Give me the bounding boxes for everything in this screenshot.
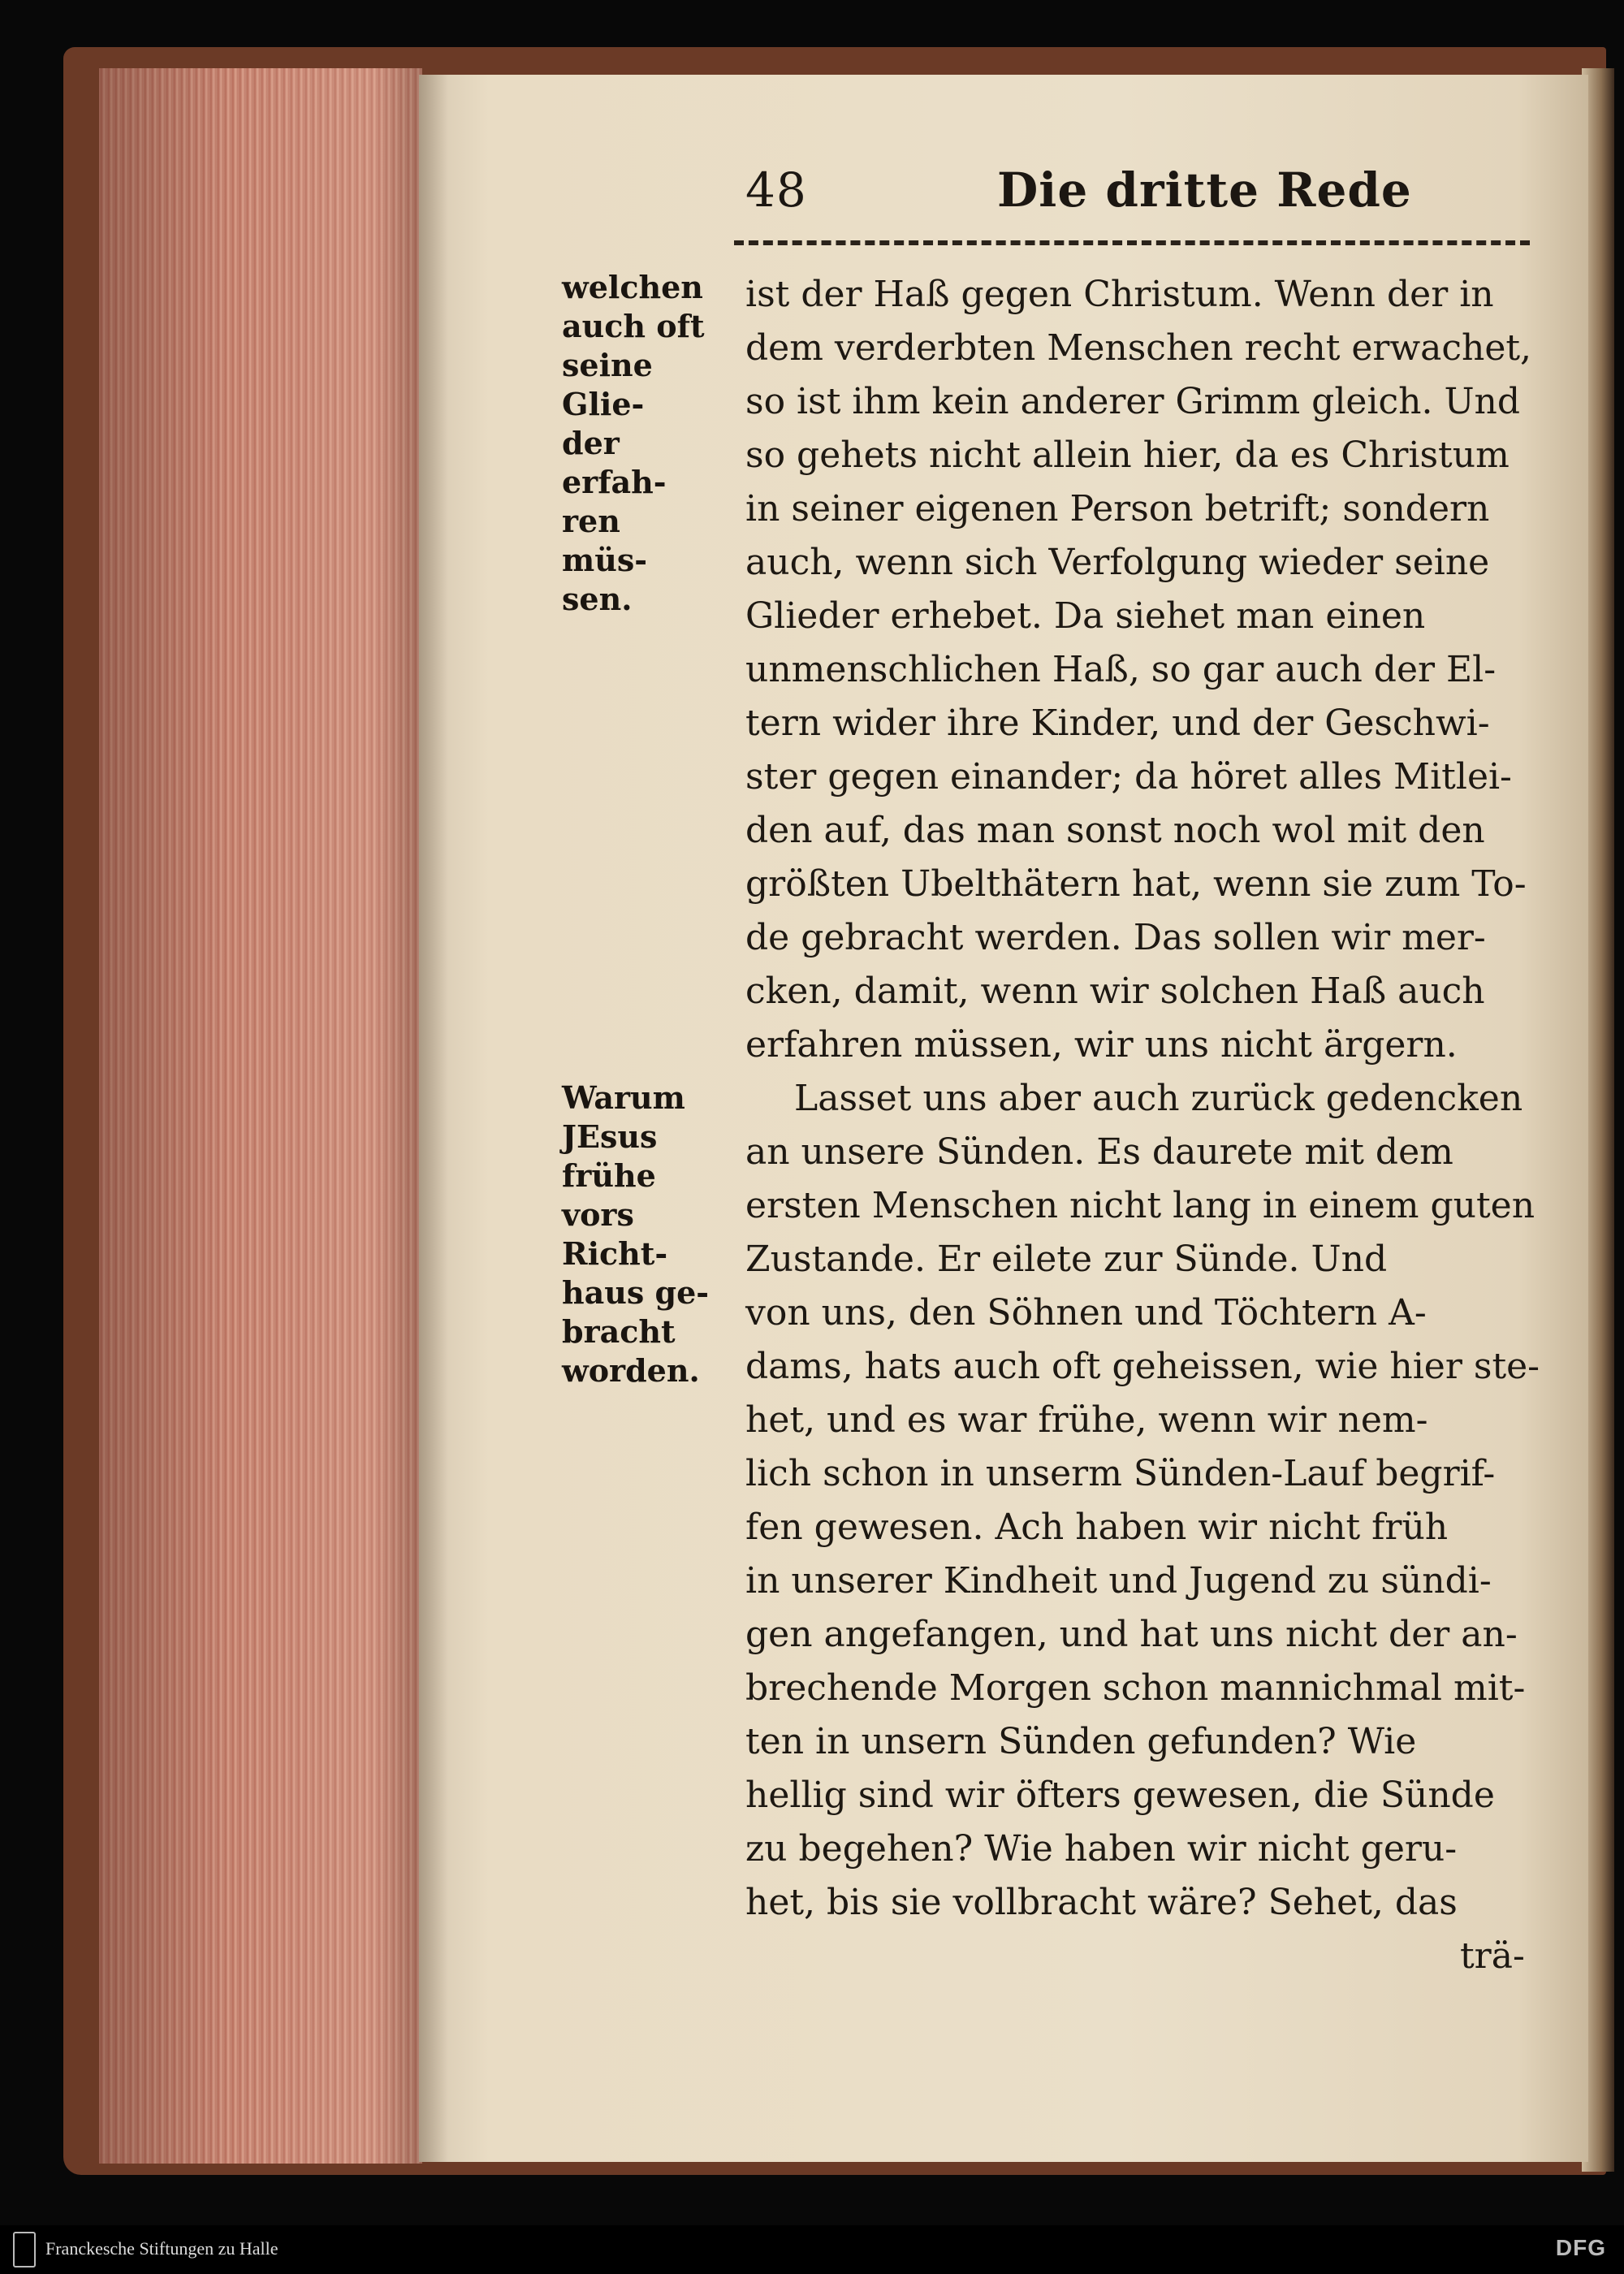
text-line: dem verderbten Menschen recht erwachet, — [745, 327, 1532, 369]
margin-note-line: worden. — [562, 1352, 700, 1389]
page-gutter-shadow — [419, 75, 448, 2162]
text-line: Glieder erhebet. Da siehet man einen — [745, 595, 1426, 637]
text-line: ten in unsern Sünden gefunden? Wie — [745, 1721, 1417, 1762]
margin-note-line: bracht — [562, 1313, 676, 1350]
margin-note-line: JEsus — [562, 1118, 658, 1155]
institution-logo-icon — [13, 2232, 36, 2268]
text-line: in seiner eigenen Person betrift; sondern — [745, 488, 1490, 530]
margin-note-1 — [562, 268, 715, 619]
text-line: so gehets nicht allein hier, da es Christum — [745, 434, 1510, 476]
text-line: den auf, das man sonst noch wol mit den — [745, 810, 1485, 851]
text-line: auch, wenn sich Verfolgung wieder seine — [745, 542, 1490, 583]
text-line: so ist ihm kein anderer Grimm gleich. Und — [745, 381, 1521, 422]
text-line: gen angefangen, und hat uns nicht der an- — [745, 1614, 1518, 1655]
text-line: brechende Morgen schon mannichmal mit- — [745, 1667, 1526, 1709]
margin-note-line: ren müs- — [562, 503, 648, 578]
margin-note-line: frühe vors — [562, 1157, 656, 1233]
text-line: Lasset uns aber auch zurück gedencken — [794, 1078, 1523, 1119]
margin-note-line: welchen — [562, 269, 703, 305]
page-number: 48 — [745, 162, 807, 218]
margin-note-line: auch oft — [562, 308, 705, 344]
text-line: unmenschlichen Haß, so gar auch der El- — [745, 649, 1497, 690]
dfg-logo: DFG — [1555, 2235, 1606, 2260]
text-line: erfahren müssen, wir uns nicht ärgern. — [745, 1024, 1458, 1066]
margin-note-line: haus ge- — [562, 1274, 710, 1311]
margin-note-line: sen. — [562, 581, 633, 617]
margin-note-line: der erfah- — [562, 425, 667, 500]
text-line: größten Ubelthätern hat, wenn sie zum To- — [745, 863, 1527, 905]
text-line: tern wider ihre Kinder, und der Geschwi- — [745, 703, 1490, 744]
margin-note-line: seine Glie- — [562, 347, 653, 422]
text-line: von uns, den Söhnen und Töchtern A- — [745, 1292, 1427, 1334]
text-line: an unsere Sünden. Es daurete mit dem — [745, 1131, 1453, 1173]
text-line: zu begehen? Wie haben wir nicht geru- — [745, 1828, 1458, 1870]
margin-note-2 — [562, 1079, 715, 1390]
running-head: Die dritte Rede — [997, 162, 1412, 218]
catchword: trä- — [1460, 1935, 1525, 1977]
text-line: ersten Menschen nicht lang in einem guten — [745, 1185, 1535, 1226]
text-line: ster gegen einander; da höret alles Mitlei- — [745, 756, 1512, 798]
text-line: in unserer Kindheit und Jugend zu sündi- — [745, 1560, 1492, 1602]
text-line: de gebracht werden. Das sollen wir mer- — [745, 917, 1486, 958]
text-line: het, bis sie vollbracht wäre? Sehet, das — [745, 1882, 1458, 1923]
header-rule — [734, 240, 1530, 245]
text-line: ist der Haß gegen Christum. Wenn der in — [745, 274, 1494, 315]
text-line: fen gewesen. Ach haben wir nicht früh — [745, 1507, 1449, 1548]
margin-note-line: Richt- — [562, 1235, 668, 1272]
institution-name: Franckesche Stiftungen zu Halle — [45, 2238, 279, 2259]
text-line: cken, damit, wenn wir solchen Haß auch — [745, 971, 1485, 1012]
page-edges-shade — [99, 68, 422, 2164]
text-line: Zustande. Er eilete zur Sünde. Und — [745, 1239, 1388, 1280]
text-line: dams, hats auch oft geheissen, wie hier ste- — [745, 1346, 1540, 1387]
text-line: lich schon in unserm Sünden-Lauf begrif- — [745, 1453, 1496, 1494]
text-line: hellig sind wir öfters gewesen, die Sünde — [745, 1775, 1495, 1816]
margin-note-line: Warum — [562, 1079, 685, 1116]
text-line: het, und es war frühe, wenn wir nem- — [745, 1399, 1428, 1441]
